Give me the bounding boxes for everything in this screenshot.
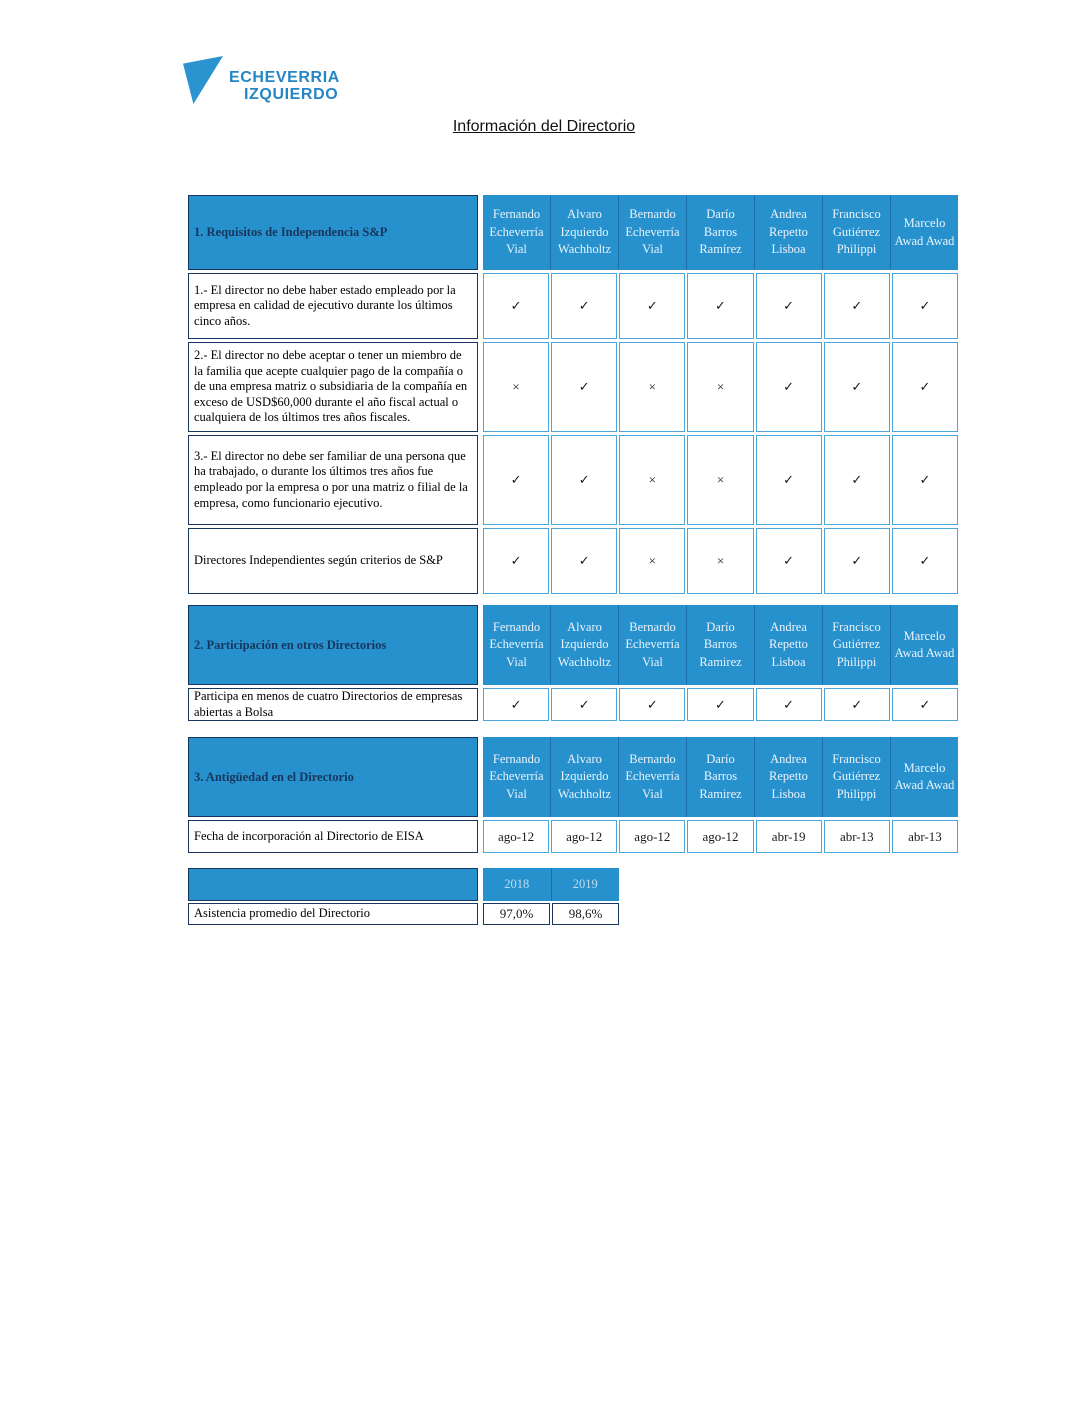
value-cell: ✓ (756, 435, 822, 525)
value-cell: abr-13 (824, 820, 890, 853)
director-name: Darío Barros Ramirez (686, 737, 754, 817)
row-values (483, 528, 958, 594)
value-cell: × (687, 435, 753, 525)
value-cell: ✓ (551, 435, 617, 525)
value-cell: ✓ (756, 528, 822, 594)
value-cell: ✓ (892, 528, 958, 594)
director-columns (483, 195, 958, 270)
value-cell: × (619, 435, 685, 525)
row-label: Directores Independientes según criterios de S&P (188, 528, 478, 594)
value-cell: ✓ (824, 688, 890, 721)
director-name: Andrea Repetto Lisboa (754, 737, 822, 817)
value-cell: ✓ (892, 435, 958, 525)
director-name: Darío Barros Ramírez (686, 195, 754, 270)
value-cell: × (483, 342, 549, 432)
value-cell: abr-19 (756, 820, 822, 853)
year-columns (483, 868, 619, 901)
table-title: 1. Requisitos de Independencia S&P (188, 195, 478, 270)
value-cell: ✓ (892, 688, 958, 721)
value-cell: × (687, 528, 753, 594)
value-cell: ✓ (756, 688, 822, 721)
attendance-row (188, 903, 619, 925)
row-values (483, 342, 958, 432)
director-name: Darío Barros Ramirez (686, 605, 754, 685)
value-cell: ✓ (687, 688, 753, 721)
table-header-row (188, 737, 958, 817)
table-row (188, 528, 958, 594)
director-name: Marcelo Awad Awad (890, 195, 958, 270)
table-header-row (188, 195, 958, 270)
value-cell: ✓ (892, 342, 958, 432)
table-asistencia-promedio (188, 868, 619, 925)
value-cell: ✓ (824, 528, 890, 594)
value-cell: ✓ (483, 435, 549, 525)
value-cell: 98,6% (552, 903, 619, 925)
table-requisitos-independencia (188, 195, 958, 594)
value-cell: ago-12 (619, 820, 685, 853)
value-cell: ✓ (824, 273, 890, 339)
value-cell: 97,0% (483, 903, 550, 925)
value-cell: ✓ (483, 688, 549, 721)
table-header-row (188, 605, 958, 685)
value-cell: ✓ (551, 528, 617, 594)
page-title: Información del Directorio (452, 118, 636, 135)
logo-line2: IZQUIERDO (244, 86, 339, 104)
table-row (188, 273, 958, 339)
director-name: Bernardo Echeverría Vial (618, 195, 686, 270)
director-name: Francisco Gutiérrez Philippi (822, 605, 890, 685)
attendance-title (188, 868, 478, 901)
logo-line1: ECHEVERRIA (229, 69, 340, 86)
table-title: 3. Antigüedad en el Directorio (188, 737, 478, 817)
value-cell: ✓ (824, 342, 890, 432)
director-name: Bernardo Echeverría Vial (618, 737, 686, 817)
value-cell: abr-13 (892, 820, 958, 853)
table-row (188, 820, 958, 853)
logo-triangle-icon (183, 56, 223, 104)
director-columns (483, 605, 958, 685)
director-name: Alvaro Izquierdo Wachholtz (550, 737, 618, 817)
value-cell: × (619, 342, 685, 432)
director-name: Andrea Repetto Lisboa (754, 195, 822, 270)
row-values (483, 820, 958, 853)
company-logo (183, 56, 340, 104)
table-title: 2. Participación en otros Directorios (188, 605, 478, 685)
value-cell: × (619, 528, 685, 594)
value-cell: ago-12 (483, 820, 549, 853)
row-values (483, 903, 619, 925)
value-cell: ✓ (824, 435, 890, 525)
value-cell: ✓ (687, 273, 753, 339)
value-cell: ✓ (551, 688, 617, 721)
director-name: Bernardo Echeverría Vial (618, 605, 686, 685)
value-cell: ✓ (551, 342, 617, 432)
value-cell: ✓ (756, 342, 822, 432)
director-name: Francisco Gutiérrez Philippi (822, 195, 890, 270)
row-values (483, 435, 958, 525)
value-cell: ✓ (619, 688, 685, 721)
year-label: 2018 (504, 876, 530, 891)
director-name: Fernando Echeverría Vial (489, 207, 544, 257)
value-cell: ✓ (892, 273, 958, 339)
table-row (188, 688, 958, 721)
director-name: Alvaro Izquierdo Wachholtz (550, 195, 618, 270)
director-name: Marcelo Awad Awad (890, 737, 958, 817)
table-row (188, 435, 958, 525)
row-label: 2.- El director no debe aceptar o tener un miembro de la familia que acepte cualquier pago de la compañía o de una empresa matriz o subsidiaria de la compañía en exceso de USD$60,000 durante el año fiscal actual o cualquiera de los últimos tres años fiscales. (188, 342, 478, 432)
director-columns (483, 737, 958, 817)
value-cell: ago-12 (687, 820, 753, 853)
table-antiguedad-directorio (188, 737, 958, 853)
row-label: 3.- El director no debe ser familiar de una persona que ha trabajado, o durante los últimos tres años fue empleado por la empresa o por una matriz o filial de la empresa, como funcionario ejecutivo. (188, 435, 478, 525)
row-label: 1.- El director no debe haber estado empleado por la empresa en calidad de ejecutivo durante los últimos cinco años. (188, 273, 478, 339)
year-label: 2019 (551, 868, 620, 901)
value-cell: ✓ (756, 273, 822, 339)
value-cell: ago-12 (551, 820, 617, 853)
value-cell: ✓ (551, 273, 617, 339)
director-name: Fernando Echeverría Vial (489, 751, 544, 801)
row-label: Fecha de incorporación al Directorio de EISA (188, 820, 478, 853)
value-cell: ✓ (483, 273, 549, 339)
value-cell: ✓ (619, 273, 685, 339)
row-values (483, 688, 958, 721)
value-cell: × (687, 342, 753, 432)
logo-text (229, 69, 340, 104)
table-row (188, 342, 958, 432)
table-participacion-directorios (188, 605, 958, 721)
director-name: Fernando Echeverría Vial (489, 619, 544, 669)
director-name: Marcelo Awad Awad (890, 605, 958, 685)
row-label: Asistencia promedio del Directorio (188, 903, 478, 925)
director-name: Francisco Gutiérrez Philippi (822, 737, 890, 817)
director-name: Alvaro Izquierdo Wachholtz (550, 605, 618, 685)
value-cell: ✓ (483, 528, 549, 594)
row-values (483, 273, 958, 339)
row-label: Participa en menos de cuatro Directorios de empresas abiertas a Bolsa (188, 688, 478, 721)
director-name: Andrea Repetto Lisboa (754, 605, 822, 685)
attendance-header-row (188, 868, 619, 901)
